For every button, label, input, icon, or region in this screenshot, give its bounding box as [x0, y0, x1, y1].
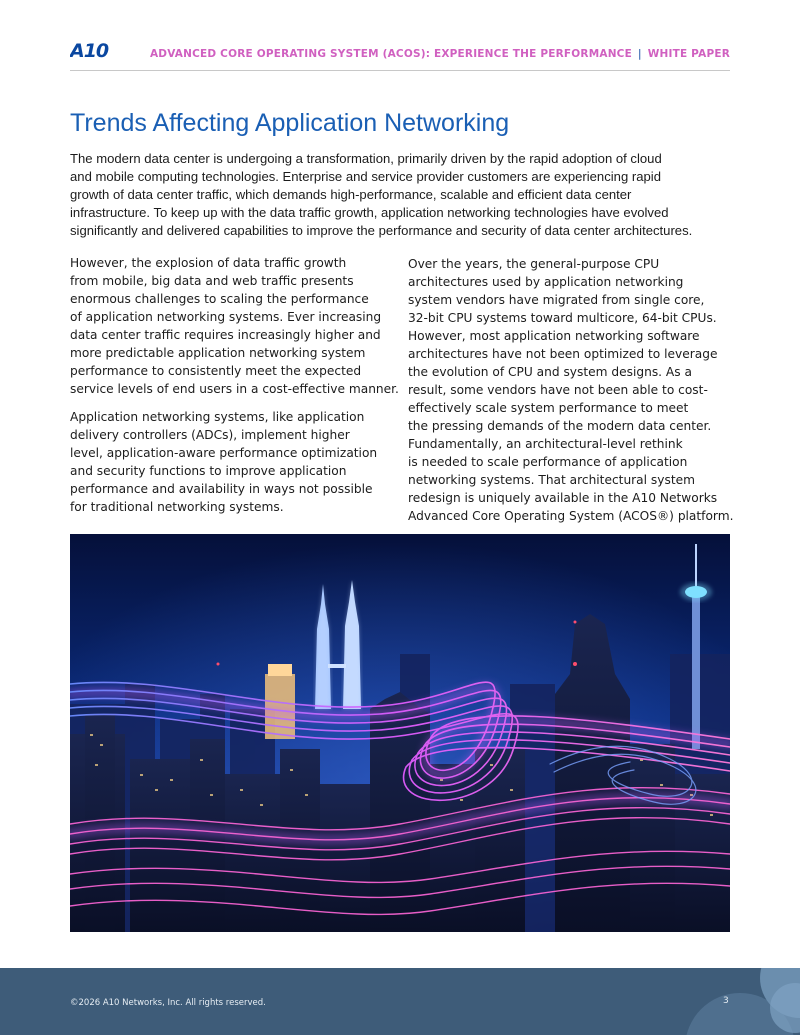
text-line: more predictable application networking system [70, 346, 366, 360]
right-column [408, 255, 733, 535]
text-line: performance to consistently meet the expected [70, 364, 362, 378]
text-line: delivery controllers (ADCs), implement higher [70, 428, 350, 442]
text-line: and security functions to improve application [70, 464, 347, 478]
text-line: Fundamentally, an architectural-level rethink [408, 437, 683, 451]
text-line: the pressing demands of the modern data center. [408, 419, 712, 433]
left-paragraph-1 [70, 254, 399, 398]
city-network-image [70, 534, 730, 932]
text-line: 32-bit CPU systems toward multicore, 64-bit CPUs. [408, 311, 717, 325]
text-line: data center traffic requires increasingly higher and [70, 328, 381, 342]
intro-line: The modern data center is undergoing a transformation, primarily driven by the rapid adoption of cloud [70, 151, 662, 166]
header-doc-type: WHITE PAPER [647, 48, 730, 60]
page-number: 3 [723, 996, 729, 1006]
text-line: architectures used by application networking [408, 275, 684, 289]
intro-line: significantly and delivered capabilities to improve the performance and security of data center architectures. [70, 223, 693, 238]
page-footer [0, 968, 800, 1035]
text-line: architectures have not been optimized to leverage [408, 347, 718, 361]
intro-paragraph [70, 150, 740, 240]
text-line: redesign is uniquely available in the A10 Networks [408, 491, 718, 505]
text-line: networking systems. That architectural system [408, 473, 695, 487]
text-line: from mobile, big data and web traffic presents [70, 274, 354, 288]
header-divider [70, 70, 730, 71]
text-line: Over the years, the general-purpose CPU [408, 257, 660, 271]
text-line: effectively scale system performance to meet [408, 401, 689, 415]
intro-line: growth of data center traffic, which demands high-performance, scalable and efficient data center [70, 187, 632, 202]
text-line: Application networking systems, like application [70, 410, 365, 424]
text-line: is needed to scale performance of application [408, 455, 688, 469]
text-line: Advanced Core Operating System (ACOS®) platform. [408, 509, 734, 523]
copyright-text: ©2026 A10 Networks, Inc. All rights reserved. [70, 998, 266, 1008]
right-paragraph [408, 255, 733, 525]
header-doc-title: ADVANCED CORE OPERATING SYSTEM (ACOS): EXPERIENCE THE PERFORMANCE [149, 48, 632, 60]
footer-decorative-circles [600, 968, 800, 1035]
text-line: level, application-aware performance optimization [70, 446, 378, 460]
text-line: service levels of end users in a cost-effective manner. [70, 382, 399, 396]
svg-text:A10: A10 [70, 40, 109, 60]
left-column [70, 254, 399, 526]
text-line: enormous challenges to scaling the performance [70, 292, 369, 306]
text-line: result, some vendors have not been able to cost- [408, 383, 708, 397]
text-line: the evolution of CPU and system designs. As a [408, 365, 692, 379]
intro-line: and mobile computing technologies. Enterprise and service provider customers are experiencing rapid [70, 169, 661, 184]
left-paragraph-2 [70, 408, 395, 516]
text-line: for traditional networking systems. [70, 500, 284, 514]
text-line: performance and availability in ways not possible [70, 482, 373, 496]
a10-logo [70, 40, 116, 60]
text-line: However, most application networking software [408, 329, 700, 343]
text-line: However, the explosion of data traffic growth [70, 256, 347, 270]
section-title: Trends Affecting Application Networking [70, 109, 510, 137]
running-header [150, 48, 730, 60]
text-line: system vendors have migrated from single core, [408, 293, 705, 307]
header-separator: | [637, 48, 642, 60]
intro-line: infrastructure. To keep up with the data traffic growth, application networking technologies have evolved [70, 205, 669, 220]
text-line: of application networking systems. Ever increasing [70, 310, 382, 324]
